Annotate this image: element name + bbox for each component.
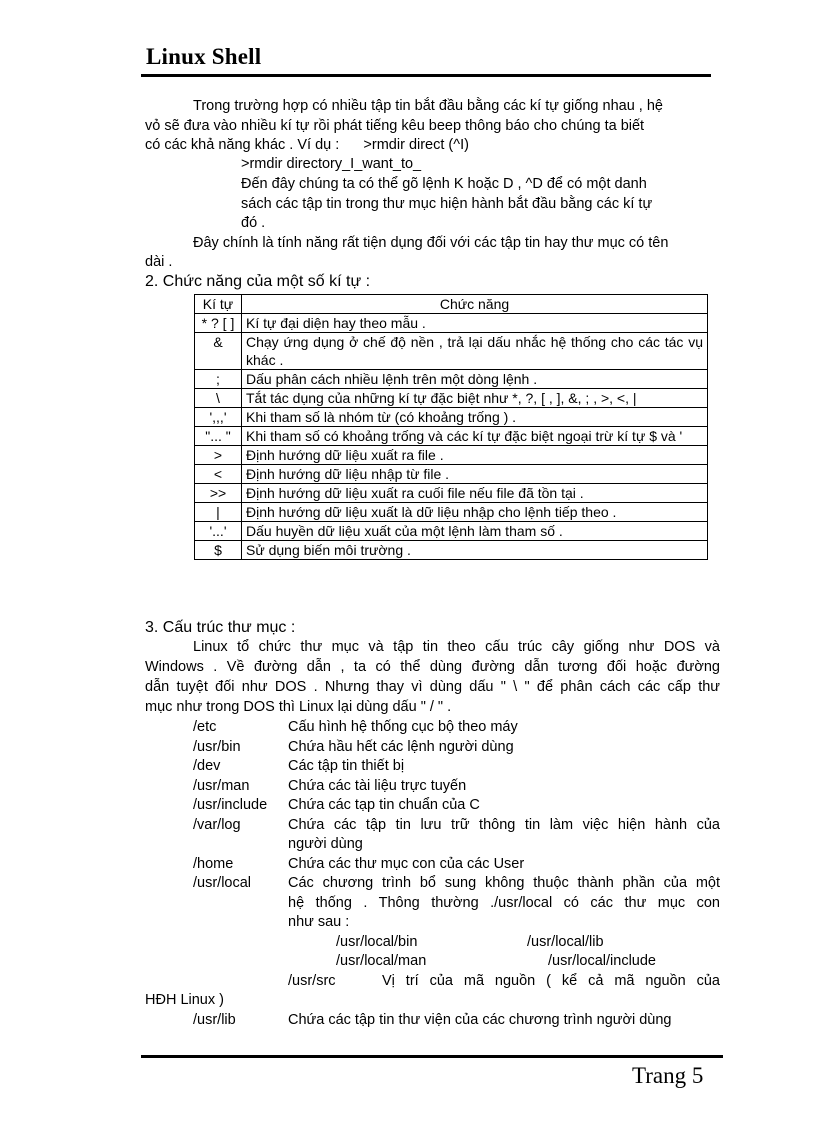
char-cell: < — [195, 465, 242, 484]
dir-desc: Các chương trình bổ sung không thuộc thành phần của một — [288, 875, 720, 891]
function-cell: Định hướng dữ liệu xuất ra file . — [242, 446, 708, 465]
intro-note-1: Đến đây chúng ta có thể gõ lệnh K hoặc D , ^D để có một danh — [241, 176, 647, 192]
subdir-item: /usr/local/lib — [527, 934, 604, 950]
dir-path: /var/log — [193, 817, 241, 833]
function-cell: Dấu huyền dữ liệu xuất của một lệnh làm tham số . — [242, 522, 708, 541]
intro-note-2: sách các tập tin trong thư mục hiện hành bắt đầu bằng các kí tự — [241, 196, 653, 212]
function-cell: Định hướng dữ liệu xuất là dữ liệu nhập cho lệnh tiếp theo . — [242, 503, 708, 522]
table-row — [195, 370, 708, 389]
char-cell: $ — [195, 541, 242, 560]
function-cell: Chạy ứng dụng ở chế độ nền , trả lại dấu nhắc hệ thống cho các tác vụ khác . — [242, 333, 708, 370]
table-header-row — [195, 295, 708, 314]
intro-line-3: có các khả năng khác . Ví dụ : >rmdir direct (^I) — [145, 137, 469, 153]
table-row — [195, 389, 708, 408]
function-cell: Sử dụng biến môi trường . — [242, 541, 708, 560]
table-row — [195, 333, 708, 370]
header-title: Linux Shell — [146, 44, 262, 69]
table-row — [195, 484, 708, 503]
dir-desc: Chứa hầu hết các lệnh người dùng — [288, 739, 514, 755]
dir-desc: Chứa các tập tin lưu trữ thông tin làm việc hiện hành của — [288, 817, 720, 833]
function-cell: Định hướng dữ liệu xuất ra cuối file nếu file đã tồn tại . — [242, 484, 708, 503]
section3-line-3: dẫn tuyệt đối như DOS . Nhưng thay vì dùng dấu " \ " để phân cách các cấp thư — [145, 679, 720, 695]
function-cell: Định hướng dữ liệu nhập từ file . — [242, 465, 708, 484]
char-cell: * ? [ ] — [195, 314, 242, 333]
section3-heading: 3. Cấu trúc thư mục : — [145, 619, 296, 636]
section2-heading: 2. Chức năng của một số kí tự : — [145, 273, 371, 290]
table-row — [195, 446, 708, 465]
table-row — [195, 541, 708, 560]
section3-line-4: mục như trong DOS thì Linux lại dùng dấu " / " . — [145, 699, 452, 715]
intro-line-1: Trong trường hợp có nhiều tập tin bắt đầu bằng các kí tự giống nhau , hệ — [193, 98, 663, 114]
char-cell: ',,,' — [195, 408, 242, 427]
page-number: Trang 5 — [632, 1063, 704, 1088]
char-cell: \ — [195, 389, 242, 408]
dir-desc-cont: người dùng — [288, 836, 363, 852]
dir-desc: Vị trí của mã nguồn ( kể cả mã nguồn của — [382, 973, 720, 989]
table-row — [195, 408, 708, 427]
dir-path: /usr/local — [193, 875, 252, 891]
intro-p2-line-1: Đây chính là tính năng rất tiện dụng đối với các tập tin hay thư mục có tên — [193, 235, 669, 251]
col-header-char: Kí tự — [195, 295, 242, 314]
table-row — [195, 427, 708, 446]
char-cell: & — [195, 333, 242, 370]
function-cell: Dấu phân cách nhiều lệnh trên một dòng lệnh . — [242, 370, 708, 389]
char-cell: > — [195, 446, 242, 465]
dir-desc-cont: hệ thống . Thông thường ./usr/local có các thư mục con — [288, 895, 720, 911]
function-cell: Tắt tác dụng của những kí tự đặc biệt như *, ?, [ , ], &, ; , >, <, | — [242, 389, 708, 408]
char-cell: "... " — [195, 427, 242, 446]
subdir-item: /usr/local/man — [336, 953, 427, 969]
table-row — [195, 522, 708, 541]
dir-path: /usr/man — [193, 778, 250, 794]
char-cell: '...' — [195, 522, 242, 541]
table-row — [195, 314, 708, 333]
intro-line-2: vỏ sẽ đưa vào nhiều kí tự rồi phát tiếng kêu beep thông báo cho chúng ta biết — [145, 118, 645, 134]
intro-command: >rmdir directory_I_want_to_ — [241, 156, 422, 172]
col-header-function: Chức năng — [242, 295, 708, 314]
function-cell: Kí tự đại diện hay theo mẫu . — [242, 314, 708, 333]
intro-p2-line-2: dài . — [145, 254, 173, 270]
dir-path: /etc — [193, 719, 217, 735]
dir-path: /usr/bin — [193, 739, 241, 755]
dir-desc-cont: như sau : — [288, 914, 350, 930]
dir-path: /usr/lib — [193, 1012, 236, 1028]
subdir-item: /usr/local/include — [548, 953, 656, 969]
function-cell: Khi tham số có khoảng trống và các kí tự đặc biệt ngoại trừ kí tự $ và ' — [242, 427, 708, 446]
dir-desc: Chứa các tập tin thư viện của các chương trình người dùng — [288, 1012, 672, 1028]
dir-desc: Chứa các tài liệu trực tuyến — [288, 778, 467, 794]
dir-path: /dev — [193, 758, 221, 774]
function-cell: Khi tham số là nhóm từ (có khoảng trống ) . — [242, 408, 708, 427]
special-chars-table — [194, 294, 708, 560]
table-row — [195, 503, 708, 522]
section3-line-1: Linux tổ chức thư mục và tập tin theo cấu trúc cây giống như DOS và — [193, 639, 720, 655]
header-rule — [141, 74, 711, 77]
dir-desc: Chứa các tạp tin chuẩn của C — [288, 797, 480, 813]
intro-note-3: đó . — [241, 215, 266, 231]
dir-path: /usr/include — [193, 797, 268, 813]
dir-desc: Cấu hình hệ thống cục bộ theo máy — [288, 719, 518, 735]
footer-rule — [141, 1055, 723, 1058]
dir-desc-cont: HĐH Linux ) — [145, 992, 224, 1008]
char-cell: | — [195, 503, 242, 522]
char-cell: ; — [195, 370, 242, 389]
section3-line-2: Windows . Về đường dẫn , ta có thể dùng đường dẫn tương đối hoặc đường — [145, 659, 720, 675]
dir-desc: Các tập tin thiết bị — [288, 758, 405, 774]
subdir-item: /usr/local/bin — [336, 934, 418, 950]
char-cell: >> — [195, 484, 242, 503]
dir-desc: Chứa các thư mục con của các User — [288, 856, 525, 872]
dir-path: /home — [193, 856, 234, 872]
table-row — [195, 465, 708, 484]
dir-path: /usr/src — [288, 973, 336, 989]
